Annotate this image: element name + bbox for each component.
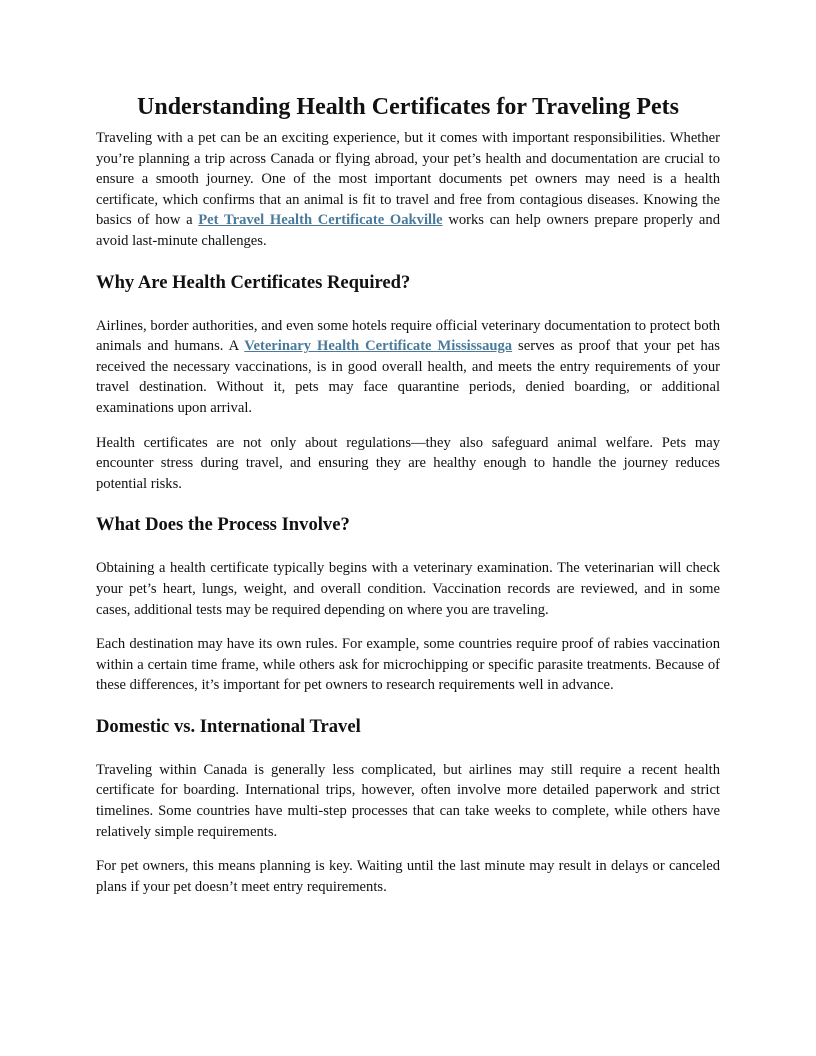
section3-paragraph-2: For pet owners, this means planning is key. Waiting until the last minute may result in delays or canceled plans if your pet doesn’t meet entry requirements. [96,858,720,895]
intro-paragraph [96,128,720,252]
veterinary-certificate-mississauga-link[interactable]: Veterinary Health Certificate Mississauga [244,338,513,355]
section-heading-process: What Does the Process Involve? [96,514,350,536]
section2-paragraph-2: Each destination may have its own rules. For example, some countries require proof of rabies vaccination within a certain time frame, while others ask for microchipping or specific parasite treatments. Because of these differences, it’s important for pet owners to research requirements well in advance. [96,636,720,694]
intro-text-before-link: Traveling with a pet can be an exciting experience, but it comes with important responsibilities. Whether you’re planning a trip across Canada or flying abroad, your pet’s health and documentation are crucial to ensure a smooth journey. One of the most important documents pet owners may need is a health certificate, which confirms that an animal is fit to travel and free from contagious diseases. Knowing the basics of how a [96,130,720,229]
section1-paragraph-1 [96,316,720,419]
section-heading-why-required: Why Are Health Certificates Required? [96,271,411,293]
section-heading-domestic-vs-international: Domestic vs. International Travel [96,715,361,737]
pet-travel-certificate-oakville-link[interactable]: Pet Travel Health Certificate Oakville [198,212,443,229]
page-title: Understanding Health Certificates for Traveling Pets [137,94,679,120]
section3-paragraph-1: Traveling within Canada is generally less complicated, but airlines may still require a recent health certificate for boarding. International trips, however, often involve more detailed paperwork and strict timelines. Some countries have multi-step processes that can take weeks to complete, while others have relatively simple requirements. [96,761,720,840]
section1-paragraph-2: Health certificates are not only about regulations—they also safeguard animal welfare. Pets may encounter stress during travel, and ensuring they are healthy enough to handle the journey reduces potential risks. [96,434,720,492]
section1-text-after-link: serves as proof that your pet has received the necessary vaccinations, is in good overall health, and meets the entry requirements of your travel destination. Without it, pets may face quarantine periods, denied boarding, or additional examinations upon arrival. [96,338,720,416]
document-page [96,92,720,897]
section2-paragraph-1: Obtaining a health certificate typically begins with a veterinary examination. The veterinarian will check your pet’s heart, lungs, weight, and overall condition. Vaccination records are reviewed, and in some cases, additional tests may be required depending on where you are traveling. [96,560,720,618]
section1-text-before-link: Airlines, border authorities, and even some hotels require official veterinary documentation to protect both animals and humans. A [96,317,720,355]
intro-text-after-link: works can help owners prepare properly and avoid last-minute challenges. [96,212,720,249]
